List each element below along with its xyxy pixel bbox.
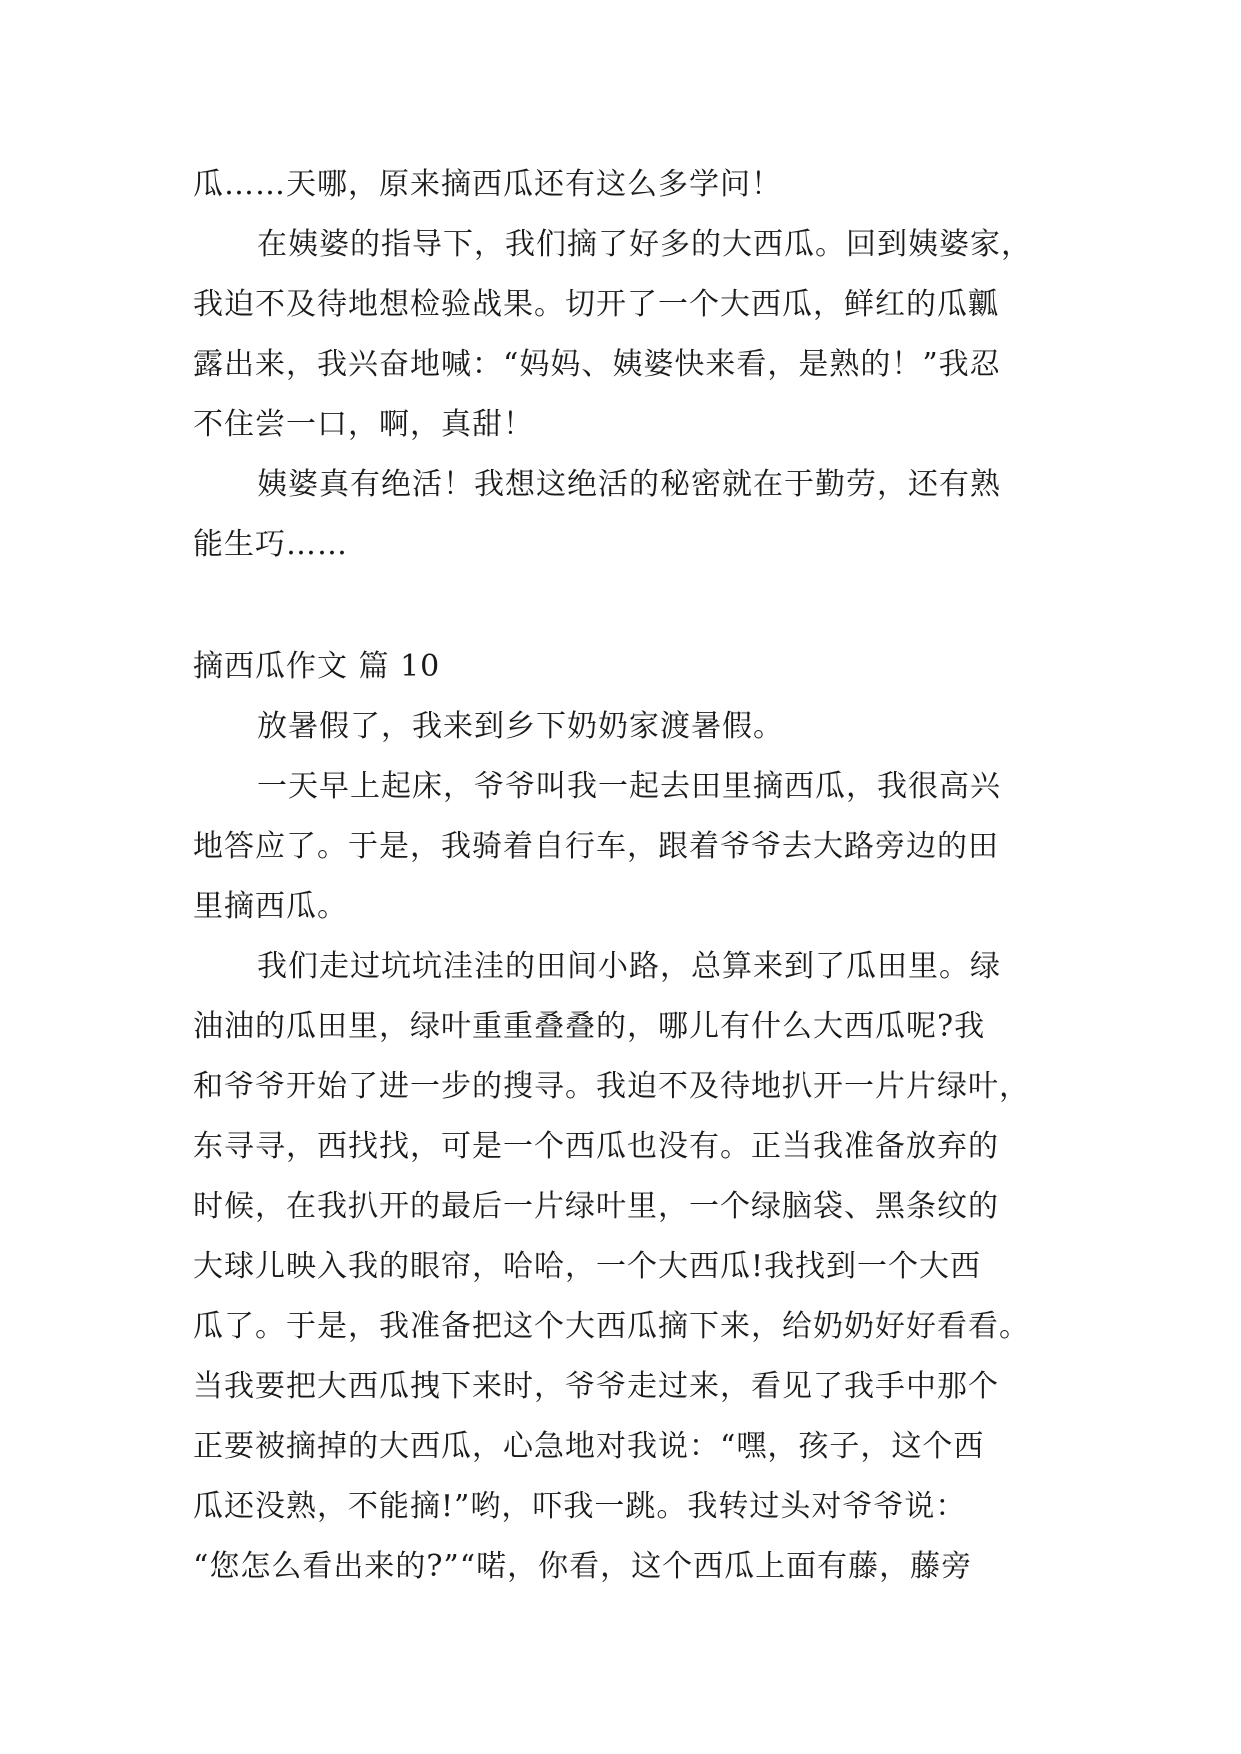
paragraph-line: 当我要把大西瓜拽下来时，爷爷走过来，看见了我手中那个 [193, 1369, 999, 1404]
paragraph-line: 里摘西瓜。 [193, 889, 348, 924]
document-page [193, 155, 1053, 1597]
paragraph-line: 一天早上起床，爷爷叫我一起去田里摘西瓜，我很高兴 [257, 769, 1001, 804]
section-gap [193, 575, 1053, 637]
paragraph-line: 我迫不及待地想检验战果。切开了一个大西瓜，鲜红的瓜瓤 [193, 287, 999, 322]
paragraph-line: 和爷爷开始了进一步的搜寻。我迫不及待地扒开一片片绿叶， [193, 1069, 1030, 1104]
paragraph-line: 放暑假了，我来到乡下奶奶家渡暑假。 [257, 709, 784, 744]
paragraph-line: 正要被摘掉的大西瓜，心急地对我说：“嘿，孩子，这个西 [193, 1429, 985, 1464]
paragraph-line: 我们走过坑坑洼洼的田间小路，总算来到了瓜田里。绿 [257, 949, 1001, 984]
paragraph-line: 瓜了。于是，我准备把这个大西瓜摘下来，给奶奶好好看看。 [193, 1309, 1030, 1344]
paragraph-line: 地答应了。于是，我骑着自行车，跟着爷爷去大路旁边的田 [193, 829, 999, 864]
paragraph-line: 在姨婆的指导下，我们摘了好多的大西瓜。回到姨婆家， [257, 227, 1032, 262]
paragraph-line: 油油的瓜田里，绿叶重重叠叠的，哪儿有什么大西瓜呢?我 [193, 1009, 986, 1044]
paragraph-line: 时候，在我扒开的最后一片绿叶里，一个绿脑袋、黑条纹的 [193, 1189, 999, 1224]
paragraph-line: 瓜……天哪，原来摘西瓜还有这么多学问！ [193, 167, 782, 202]
paragraph-line: 瓜还没熟，不能摘!”哟，吓我一跳。我转过头对爷爷说： [193, 1489, 967, 1524]
paragraph-line: 能生巧…… [193, 527, 348, 562]
section-title: 摘西瓜作文 篇 10 [193, 649, 441, 684]
paragraph-line: 大球儿映入我的眼帘，哈哈，一个大西瓜!我找到一个大西 [193, 1249, 982, 1284]
paragraph-line: 不住尝一口，啊，真甜！ [193, 407, 534, 442]
paragraph-line: “您怎么看出来的?”“喏，你看，这个西瓜上面有藤，藤旁 [193, 1549, 973, 1584]
paragraph-line: 露出来，我兴奋地喊：“妈妈、姨婆快来看，是熟的！”我忍 [193, 347, 1001, 382]
paragraph-line: 姨婆真有绝活！我想这绝活的秘密就在于勤劳，还有熟 [257, 467, 1001, 502]
paragraph-line: 东寻寻，西找找，可是一个西瓜也没有。正当我准备放弃的 [193, 1129, 999, 1164]
